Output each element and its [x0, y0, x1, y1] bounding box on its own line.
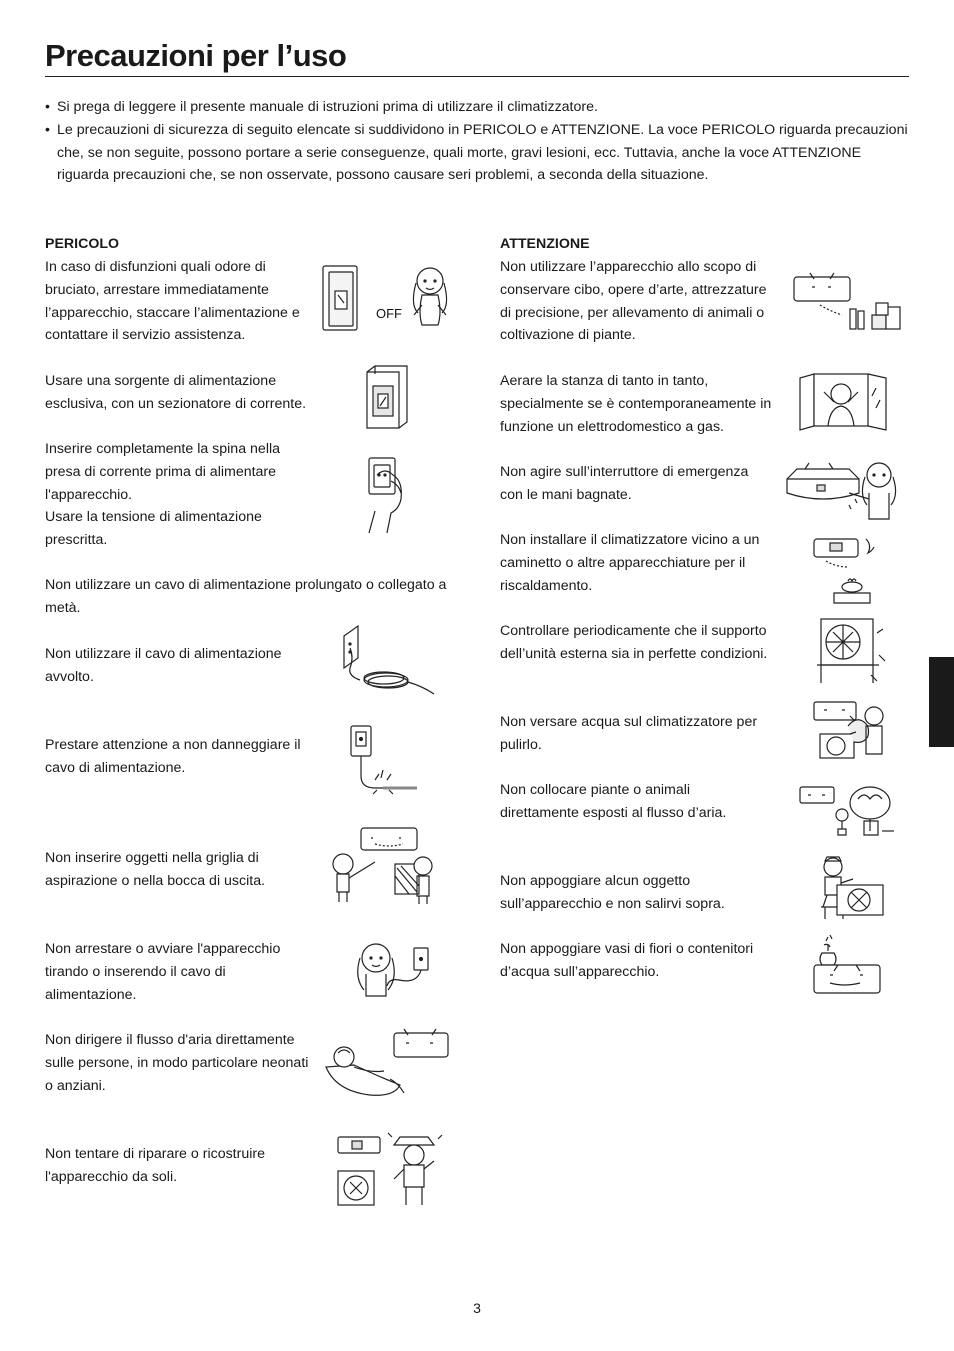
- attenzione-item-food-storage: Non utilizzare l’apparecchio allo scopo di conservare cibo, opere d’arte, attrezzature di precisione, per allevamento di animali o coltivazione di piante.: [500, 259, 767, 344]
- child-grille-illustration: [325, 826, 443, 906]
- pericolo-item-airflow-people: Non dirigere il flusso d'aria direttamente sulle persone, in modo particolare neonati o anziani.: [45, 1032, 309, 1094]
- attenzione-item-plants: Non collocare piante o animali direttamente esposti al flusso d’aria.: [500, 782, 727, 821]
- pericolo-item-repair: Non tentare di riparare o ricostruire l'apparecchio da soli.: [45, 1146, 266, 1185]
- pericolo-item-exclusive-power: Usare una sorgente di alimentazione esclusiva, con un sezionatore di corrente.: [45, 373, 307, 412]
- repair-person-illustration: [334, 1131, 444, 1209]
- attenzione-item-support: Controllare periodicamente che il supporto dell’unità esterna sia in perfette condizioni.: [500, 623, 768, 662]
- breaker-switch-illustration: [363, 364, 411, 430]
- pericolo-item-plug: Inserire completamente la spina nella presa di corrente prima di alimentare l'apparecchio. Usare la tensione di alimentazione prescritta.: [45, 441, 281, 549]
- attenzione-item-water: Non versare acqua sul climatizzatore per pulirlo.: [500, 714, 758, 753]
- plug-insert-illustration: [365, 455, 410, 535]
- breaker-off-illustration: [320, 263, 455, 338]
- chapter-tab: [929, 657, 954, 747]
- damaged-cord-illustration: [345, 724, 420, 794]
- page-title: Precauzioni per l’uso: [45, 38, 909, 77]
- vase-illustration: [812, 935, 882, 997]
- pericolo-item-burning-smell: In caso di disfunzioni quali odore di bruciato, arrestare immediatamente l’apparecchio, staccare l’alimentazione e contattare il servizio assistenza.: [45, 259, 300, 344]
- water-spray-illustration: [808, 698, 888, 762]
- window-ventilation-illustration: [798, 372, 890, 432]
- pericolo-heading: PERICOLO: [45, 236, 120, 252]
- page-number: 3: [473, 1300, 481, 1316]
- climbing-child-illustration: [815, 855, 887, 920]
- attenzione-item-ventilate: Aerare la stanza di tanto in tanto, specialmente se è contemporaneamente in funzione un elettrodomestico a gas.: [500, 373, 772, 435]
- outdoor-support-illustration: [815, 615, 887, 685]
- pericolo-item-pull-cord: Non arrestare o avviare l'apparecchio tirando o inserendo il cavo di alimentazione.: [45, 941, 281, 1003]
- pericolo-item-coiled-cord: Non utilizzare il cavo di alimentazione avvolto.: [45, 646, 282, 685]
- intro-list: [45, 96, 909, 187]
- attenzione-item-heater: Non installare il climatizzatore vicino a un caminetto o altre apparecchiature per il riscaldamento.: [500, 532, 760, 594]
- baby-airflow-illustration: [320, 1027, 450, 1099]
- plants-animals-illustration: [798, 785, 896, 837]
- coiled-cord-illustration: [332, 622, 437, 697]
- attenzione-item-wet-hands: Non agire sull’interruttore di emergenza con le mani bagnate.: [500, 464, 749, 503]
- food-storage-illustration: [792, 271, 904, 333]
- off-label: OFF: [376, 306, 402, 321]
- intro-item: • Le precauzioni di sicurezza di seguito elencate si suddividono in PERICOLO e ATTENZIONE. La voce PERICOLO riguarda precauzioni che, se non seguite, possono portare a serie conseguenze, quali morte, gravi lesioni, ecc. Tuttavia, anche la voce ATTENZIONE riguarda precauzioni che, se non osservate, possono causare seri problemi, a seconda della situazione.: [45, 119, 909, 187]
- intro-item: • Si prega di leggere il presente manuale di istruzioni prima di utilizzare il climatizzatore.: [45, 96, 909, 119]
- heater-illustration: [812, 535, 880, 607]
- attenzione-item-vases: Non appoggiare vasi di fiori o contenitori d’acqua sull’apparecchio.: [500, 941, 754, 980]
- wet-hands-illustration: [783, 461, 903, 523]
- pericolo-item-extension-cord: Non utilizzare un cavo di alimentazione prolungato o collegato a metà.: [45, 577, 447, 616]
- pericolo-item-damaged-cord: Prestare attenzione a non danneggiare il cavo di alimentazione.: [45, 737, 301, 776]
- attenzione-heading: ATTENZIONE: [500, 236, 590, 252]
- attenzione-item-climb: Non appoggiare alcun oggetto sull’apparecchio e non salirvi sopra.: [500, 873, 725, 912]
- pericolo-item-grille-objects: Non inserire oggetti nella griglia di aspirazione o nella bocca di uscita.: [45, 850, 266, 889]
- pull-cord-illustration: [350, 938, 435, 1000]
